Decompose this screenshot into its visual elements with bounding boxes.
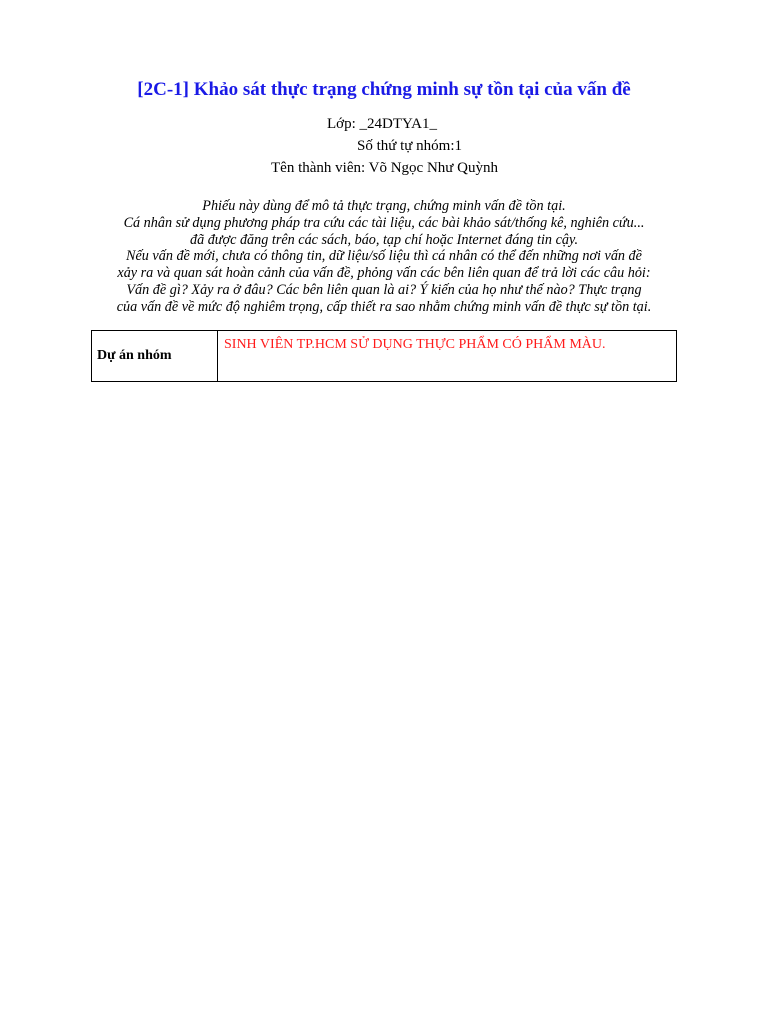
project-label-cell: Dự án nhóm xyxy=(92,331,218,382)
document-title: [2C-1] Khảo sát thực trạng chứng minh sự tồn tại của vấn đề xyxy=(137,79,631,100)
table-row xyxy=(92,331,677,382)
member-name-line: Tên thành viên: Võ Ngọc Như Quỳnh xyxy=(271,160,498,176)
instructions-line: của vấn đề về mức độ nghiêm trọng, cấp thiết ra sao nhằm chứng minh vấn đề thực sự tồn tại. xyxy=(116,298,652,315)
project-table xyxy=(91,330,677,382)
instructions-line: xảy ra và quan sát hoàn cảnh của vấn đề, phỏng vấn các bên liên quan để trả lời các câu hỏi: xyxy=(117,265,651,282)
group-number-line: Số thứ tự nhóm:1 xyxy=(357,138,463,154)
instructions-line: Phiếu này dùng để mô tả thực trạng, chứng minh vấn đề tồn tại. xyxy=(202,198,566,214)
instructions-line: đã được đăng trên các sách, báo, tạp chí hoặc Internet đáng tin cậy. xyxy=(189,231,579,248)
project-value-cell: SINH VIÊN TP.HCM SỬ DỤNG THỰC PHẨM CÓ PHẨM MÀU. xyxy=(218,331,677,382)
instructions-paragraph xyxy=(88,198,680,316)
instructions-line: Nếu vấn đề mới, chưa có thông tin, dữ liệu/số liệu thì cá nhân có thể đến những nơi vấn đề xyxy=(126,248,642,265)
instructions-line: Vấn đề gì? Xảy ra ở đâu? Các bên liên quan là ai? Ý kiến của họ như thế nào? Thực trạng xyxy=(126,281,642,298)
class-line: Lớp: _24DTYA1_ xyxy=(327,116,438,132)
instructions-line: Cá nhân sử dụng phương pháp tra cứu các tài liệu, các bài khảo sát/thống kê, nghiên cứu... xyxy=(123,214,645,231)
